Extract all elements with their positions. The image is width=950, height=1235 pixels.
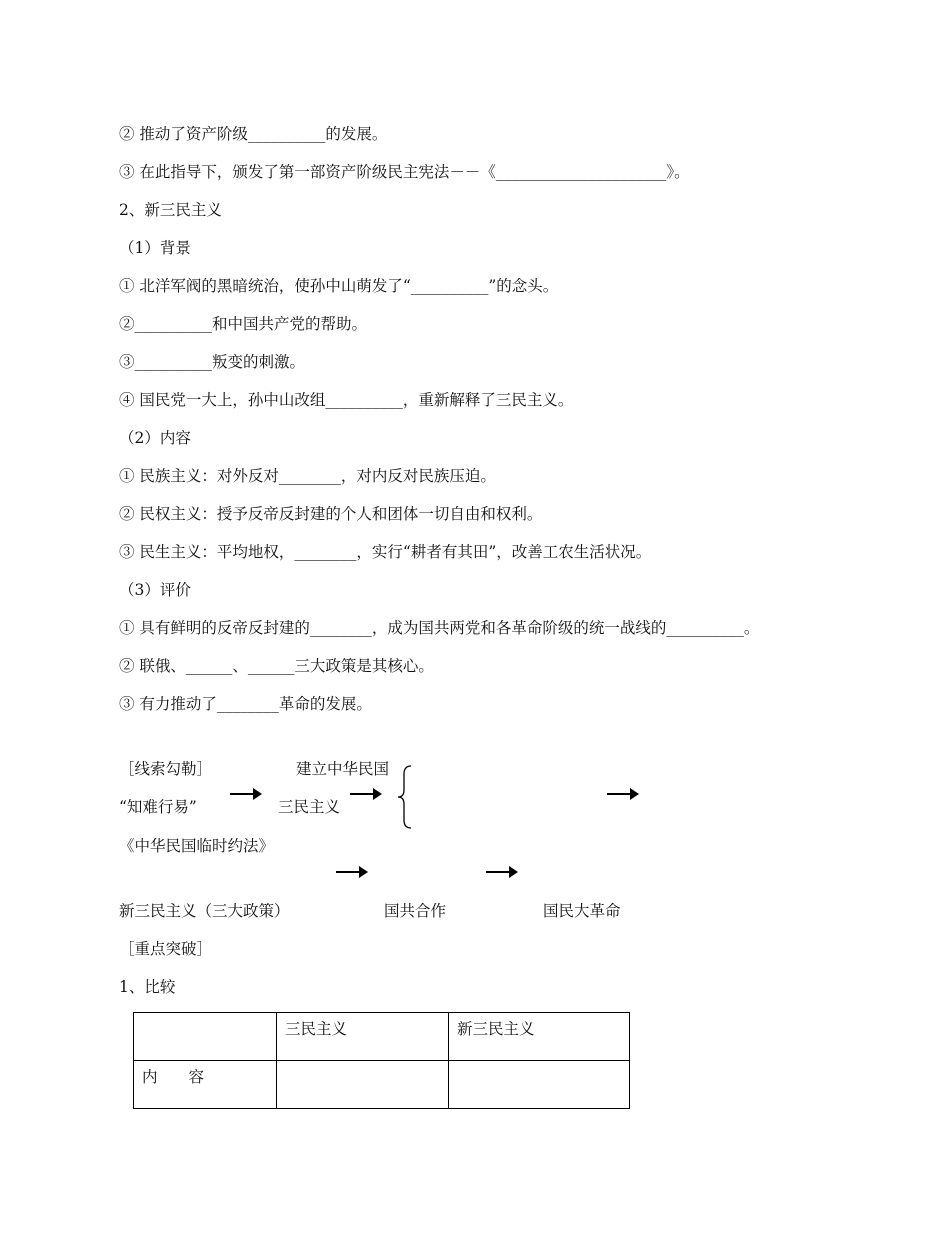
diagram-node-jianli: 建立中华民国 — [296, 760, 390, 778]
table-cell — [277, 1061, 449, 1109]
table-row — [134, 1013, 630, 1061]
text-line: ④ 国民党一大上，孙中山改组__________，重新解释了三民主义。 — [119, 391, 574, 409]
text-line: ① 北洋军阀的黑暗统治，使孙中山萌发了“__________”的念头。 — [119, 277, 559, 295]
text-line: ① 具有鲜明的反帝反封建的________，成为国共两党和各革命阶级的统一战线的__________。 — [119, 619, 760, 637]
arrow-icon — [230, 788, 262, 800]
text-line: ① 民族主义：对外反对________，对内反对民族压迫。 — [119, 467, 496, 485]
section-heading: 1、比较 — [119, 978, 176, 996]
sub-heading: （1）背景 — [119, 239, 191, 257]
sub-heading: （2）内容 — [119, 429, 191, 447]
text-line: ② 推动了资产阶级__________的发展。 — [119, 125, 388, 143]
diagram-heading: ［线索勾勒］ — [119, 760, 213, 778]
sub-heading: （3）评价 — [119, 581, 191, 599]
table-header: 三民主义 — [277, 1013, 449, 1061]
section-heading: 2、新三民主义 — [119, 201, 222, 219]
section-heading: ［重点突破］ — [119, 940, 213, 958]
text-line: ②__________和中国共产党的帮助。 — [119, 315, 368, 333]
text-line: ③ 有力推动了________革命的发展。 — [119, 695, 372, 713]
arrow-icon — [607, 788, 639, 800]
diagram-node-guogong: 国共合作 — [384, 902, 447, 920]
arrow-icon — [350, 788, 382, 800]
text-line: ③ 民生主义：平均地权，________，实行“耕者有其田”，改善工农生活状况。 — [119, 543, 652, 561]
text-line: ② 联俄、______、______三大政策是其核心。 — [119, 657, 434, 675]
text-line: ③__________叛变的刺激。 — [119, 353, 306, 371]
diagram-node-yuefa: 《中华民国临时约法》 — [119, 837, 275, 855]
text-line: ② 民权主义：授予反帝反封建的个人和团体一切自由和权利。 — [119, 505, 543, 523]
table-row-label: 内 容 — [134, 1061, 277, 1109]
diagram-node-zhinan: “知难行易” — [119, 798, 197, 816]
comparison-table — [133, 1012, 630, 1109]
text-line: ③ 在此指导下，颁发了第一部资产阶级民主宪法－－《______________________》。 — [119, 163, 690, 181]
arrow-icon — [336, 866, 368, 878]
table-header: 新三民主义 — [449, 1013, 630, 1061]
table-cell — [134, 1013, 277, 1061]
diagram-node-xinsanmin: 新三民主义（三大政策） — [119, 902, 290, 920]
table-row — [134, 1061, 630, 1109]
brace-icon — [396, 764, 414, 830]
diagram-node-sanmin: 三民主义 — [278, 798, 341, 816]
arrow-icon — [486, 866, 518, 878]
table-cell — [449, 1061, 630, 1109]
diagram-node-guomin: 国民大革命 — [543, 902, 621, 920]
